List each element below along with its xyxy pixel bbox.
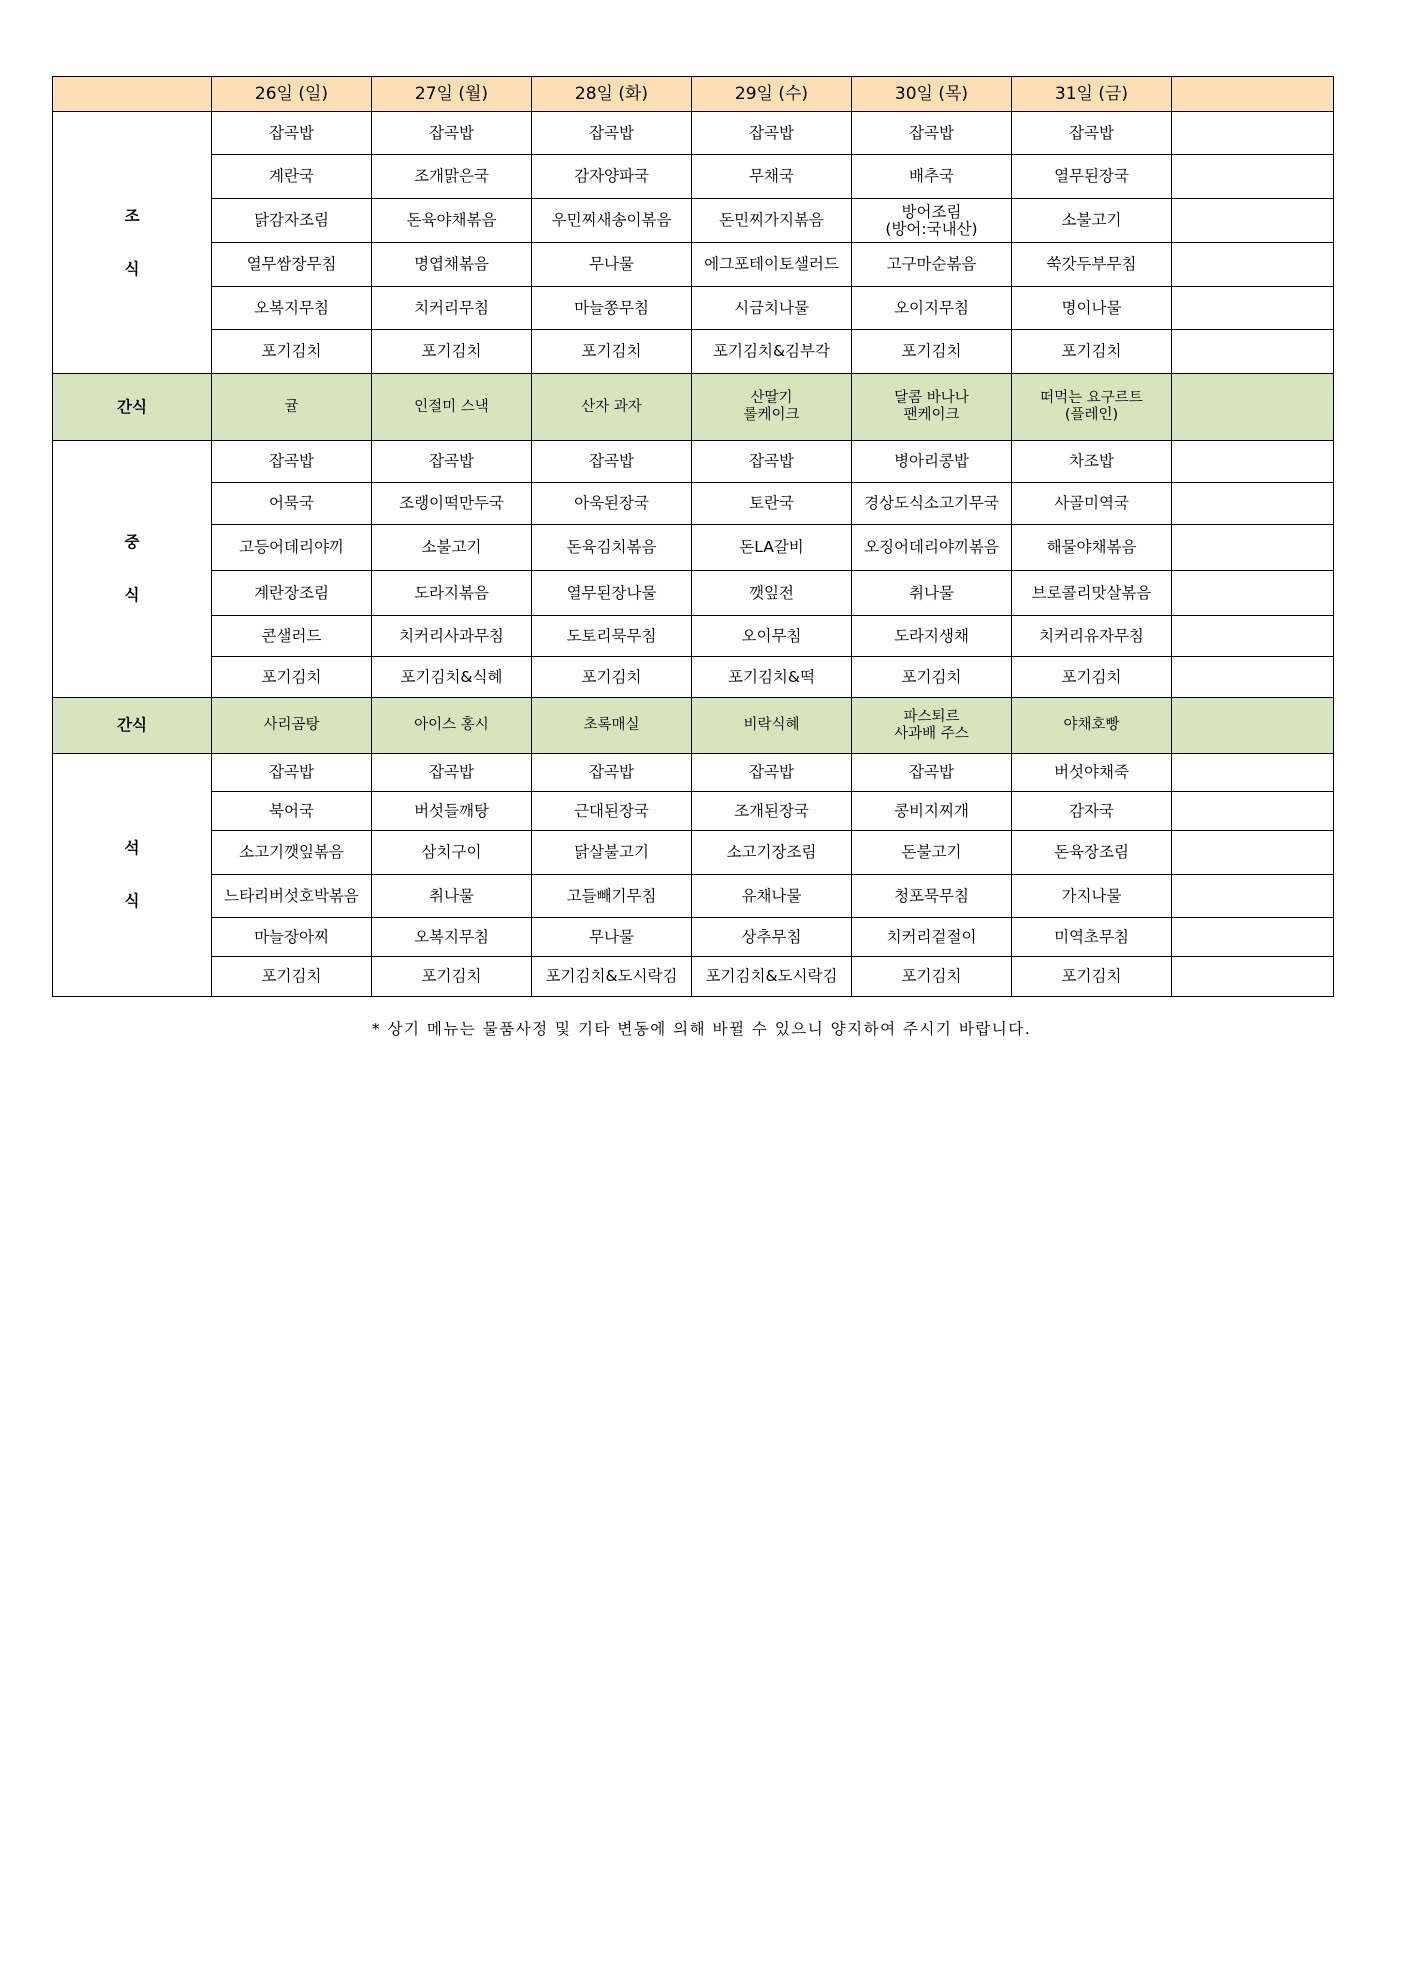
day-header: 28일 (화) <box>532 77 692 112</box>
table-row <box>53 657 1334 698</box>
snack-label: 간식 <box>53 698 212 754</box>
menu-cell: 열무된장국 <box>1012 155 1172 199</box>
menu-cell: 감자국 <box>1012 792 1172 831</box>
snack-cell: 산딸기 롤케이크 <box>692 374 852 441</box>
menu-cell: 치커리유자무침 <box>1012 616 1172 657</box>
menu-cell: 잡곡밥 <box>212 754 372 792</box>
menu-cell: 돈육야채볶음 <box>372 199 532 243</box>
lunch-section <box>53 441 1334 698</box>
menu-cell: 포기김치 <box>372 330 532 374</box>
menu-cell: 포기김치 <box>212 957 372 997</box>
menu-cell: 토란국 <box>692 483 852 525</box>
menu-cell: 소고기깻잎볶음 <box>212 831 372 875</box>
menu-cell: 차조밥 <box>1012 441 1172 483</box>
day-header: 26일 (일) <box>212 77 372 112</box>
snack-row <box>53 698 1334 754</box>
menu-cell: 버섯야채죽 <box>1012 754 1172 792</box>
menu-cell: 미역초무침 <box>1012 918 1172 957</box>
weekly-menu-table <box>52 76 1334 997</box>
menu-cell: 오이지무침 <box>852 287 1012 330</box>
menu-cell: 잡곡밥 <box>852 754 1012 792</box>
menu-cell: 조개맑은국 <box>372 155 532 199</box>
table-row <box>53 616 1334 657</box>
empty-cell <box>1172 875 1334 918</box>
menu-cell: 쑥갓두부무침 <box>1012 243 1172 287</box>
menu-cell: 마늘쫑무침 <box>532 287 692 330</box>
menu-cell: 느타리버섯호박볶음 <box>212 875 372 918</box>
day-header: 30일 (목) <box>852 77 1012 112</box>
menu-cell: 포기김치 <box>212 330 372 374</box>
breakfast-label-top: 조 <box>124 206 140 225</box>
breakfast-label <box>53 112 212 374</box>
menu-cell: 방어조림 (방어:국내산) <box>852 199 1012 243</box>
menu-cell: 청포묵무침 <box>852 875 1012 918</box>
snack-cell: 떠먹는 요구르트 (플레인) <box>1012 374 1172 441</box>
table-row <box>53 330 1334 374</box>
menu-cell: 잡곡밥 <box>532 441 692 483</box>
snack-cell: 산자 과자 <box>532 374 692 441</box>
menu-cell: 포기김치 <box>1012 330 1172 374</box>
table-row <box>53 792 1334 831</box>
menu-cell: 돈불고기 <box>852 831 1012 875</box>
empty-cell <box>1172 831 1334 875</box>
menu-cell: 고들빼기무침 <box>532 875 692 918</box>
table-row <box>53 571 1334 616</box>
menu-cell: 잡곡밥 <box>852 112 1012 155</box>
empty-cell <box>1172 571 1334 616</box>
menu-cell: 감자양파국 <box>532 155 692 199</box>
snack-cell: 파스퇴르 사과배 주스 <box>852 698 1012 754</box>
menu-cell: 브로콜리맛살볶음 <box>1012 571 1172 616</box>
empty-cell <box>1172 287 1334 330</box>
day-header: 31일 (금) <box>1012 77 1172 112</box>
snack-label: 간식 <box>53 374 212 441</box>
empty-cell <box>1172 616 1334 657</box>
menu-cell: 버섯들깨탕 <box>372 792 532 831</box>
menu-cell: 포기김치&도시락김 <box>532 957 692 997</box>
menu-cell: 계란장조림 <box>212 571 372 616</box>
table-row <box>53 957 1334 997</box>
menu-cell: 유채나물 <box>692 875 852 918</box>
snack-cell: 달콤 바나나 팬케이크 <box>852 374 1012 441</box>
menu-cell: 포기김치&김부각 <box>692 330 852 374</box>
menu-cell: 치커리사과무침 <box>372 616 532 657</box>
table-row <box>53 483 1334 525</box>
menu-cell: 사골미역국 <box>1012 483 1172 525</box>
table-row <box>53 754 1334 792</box>
menu-cell: 포기김치&식혜 <box>372 657 532 698</box>
menu-cell: 소고기장조림 <box>692 831 852 875</box>
table-row <box>53 287 1334 330</box>
menu-cell: 경상도식소고기무국 <box>852 483 1012 525</box>
menu-cell: 포기김치 <box>212 657 372 698</box>
menu-cell: 잡곡밥 <box>372 754 532 792</box>
snack-section-2 <box>53 698 1334 754</box>
menu-cell: 병아리콩밥 <box>852 441 1012 483</box>
menu-cell: 포기김치 <box>372 957 532 997</box>
menu-cell: 잡곡밥 <box>532 754 692 792</box>
empty-cell <box>1172 330 1334 374</box>
menu-cell: 취나물 <box>852 571 1012 616</box>
lunch-label <box>53 441 212 698</box>
menu-cell: 닭감자조림 <box>212 199 372 243</box>
empty-cell <box>1172 441 1334 483</box>
empty-cell <box>1172 957 1334 997</box>
menu-cell: 해물야채볶음 <box>1012 525 1172 571</box>
table-row <box>53 441 1334 483</box>
menu-cell: 가지나물 <box>1012 875 1172 918</box>
table-row <box>53 918 1334 957</box>
empty-cell <box>1172 199 1334 243</box>
snack-cell: 야채호빵 <box>1012 698 1172 754</box>
snack-cell: 비락식혜 <box>692 698 852 754</box>
empty-cell <box>1172 155 1334 199</box>
lunch-label-bottom: 식 <box>124 586 140 604</box>
menu-cell: 소불고기 <box>1012 199 1172 243</box>
menu-cell: 오이무침 <box>692 616 852 657</box>
header-corner-cell <box>53 77 212 112</box>
menu-cell: 포기김치 <box>852 957 1012 997</box>
dinner-label-bottom: 식 <box>124 892 140 910</box>
menu-cell: 잡곡밥 <box>212 441 372 483</box>
snack-row <box>53 374 1334 441</box>
menu-cell: 상추무침 <box>692 918 852 957</box>
snack-cell: 사리곰탕 <box>212 698 372 754</box>
menu-cell: 열무된장나물 <box>532 571 692 616</box>
menu-cell: 콘샐러드 <box>212 616 372 657</box>
menu-cell: 우민찌새송이볶음 <box>532 199 692 243</box>
menu-cell: 조랭이떡만두국 <box>372 483 532 525</box>
menu-cell: 오복지무침 <box>212 287 372 330</box>
snack-cell: 귤 <box>212 374 372 441</box>
menu-cell: 도라지생채 <box>852 616 1012 657</box>
day-header: 29일 (수) <box>692 77 852 112</box>
empty-cell <box>1172 657 1334 698</box>
menu-cell: 도토리묵무침 <box>532 616 692 657</box>
header-row <box>53 77 1334 112</box>
menu-cell: 치커리겉절이 <box>852 918 1012 957</box>
menu-cell: 포기김치 <box>532 657 692 698</box>
empty-cell <box>1172 483 1334 525</box>
footer-note: * 상기 메뉴는 물품사정 및 기타 변동에 의해 바뀔 수 있으니 양지하여 주시기 바랍니다. <box>371 1020 1032 1038</box>
table-row <box>53 112 1334 155</box>
snack-cell: 초록매실 <box>532 698 692 754</box>
menu-cell: 돈LA갈비 <box>692 525 852 571</box>
breakfast-label-bottom: 식 <box>124 259 140 278</box>
table-row <box>53 831 1334 875</box>
menu-cell: 포기김치 <box>1012 657 1172 698</box>
menu-cell: 에그포테이토샐러드 <box>692 243 852 287</box>
menu-cell: 치커리무침 <box>372 287 532 330</box>
menu-cell: 잡곡밥 <box>692 441 852 483</box>
menu-cell: 무채국 <box>692 155 852 199</box>
menu-cell: 오징어데리야끼볶음 <box>852 525 1012 571</box>
menu-cell: 잡곡밥 <box>1012 112 1172 155</box>
menu-cell: 무나물 <box>532 243 692 287</box>
menu-cell: 고구마순볶음 <box>852 243 1012 287</box>
menu-cell: 계란국 <box>212 155 372 199</box>
menu-cell: 잡곡밥 <box>532 112 692 155</box>
menu-cell: 깻잎전 <box>692 571 852 616</box>
empty-cell <box>1172 525 1334 571</box>
table-row <box>53 199 1334 243</box>
menu-cell: 오복지무침 <box>372 918 532 957</box>
menu-cell: 고등어데리야끼 <box>212 525 372 571</box>
menu-cell: 열무쌈장무침 <box>212 243 372 287</box>
header-empty-cell <box>1172 77 1334 112</box>
table-row <box>53 525 1334 571</box>
snack-cell: 인절미 스낵 <box>372 374 532 441</box>
snack-cell: 아이스 홍시 <box>372 698 532 754</box>
menu-cell: 포기김치&떡 <box>692 657 852 698</box>
table-row <box>53 875 1334 918</box>
breakfast-section <box>53 112 1334 374</box>
menu-cell: 잡곡밥 <box>692 754 852 792</box>
menu-cell: 잡곡밥 <box>692 112 852 155</box>
lunch-label-top: 중 <box>124 533 140 551</box>
empty-cell <box>1172 698 1334 754</box>
menu-cell: 명엽채볶음 <box>372 243 532 287</box>
menu-cell: 잡곡밥 <box>372 441 532 483</box>
empty-cell <box>1172 112 1334 155</box>
menu-cell: 포기김치 <box>1012 957 1172 997</box>
menu-cell: 소불고기 <box>372 525 532 571</box>
menu-cell: 북어국 <box>212 792 372 831</box>
menu-cell: 잡곡밥 <box>372 112 532 155</box>
menu-cell: 어묵국 <box>212 483 372 525</box>
menu-cell: 마늘장아찌 <box>212 918 372 957</box>
dinner-section <box>53 754 1334 997</box>
menu-cell: 삼치구이 <box>372 831 532 875</box>
empty-cell <box>1172 374 1334 441</box>
menu-cell: 근대된장국 <box>532 792 692 831</box>
menu-cell: 취나물 <box>372 875 532 918</box>
dinner-label-top: 석 <box>124 839 140 857</box>
table-row <box>53 243 1334 287</box>
menu-cell: 돈육김치볶음 <box>532 525 692 571</box>
day-header: 27일 (월) <box>372 77 532 112</box>
empty-cell <box>1172 918 1334 957</box>
empty-cell <box>1172 243 1334 287</box>
empty-cell <box>1172 754 1334 792</box>
empty-cell <box>1172 792 1334 831</box>
menu-cell: 시금치나물 <box>692 287 852 330</box>
menu-cell: 포기김치 <box>532 330 692 374</box>
menu-cell: 돈민찌가지볶음 <box>692 199 852 243</box>
menu-cell: 명이나물 <box>1012 287 1172 330</box>
menu-cell: 포기김치&도시락김 <box>692 957 852 997</box>
menu-cell: 닭살불고기 <box>532 831 692 875</box>
table-row <box>53 155 1334 199</box>
menu-cell: 무나물 <box>532 918 692 957</box>
menu-cell: 도라지볶음 <box>372 571 532 616</box>
menu-cell: 포기김치 <box>852 657 1012 698</box>
dinner-label <box>53 754 212 997</box>
menu-cell: 콩비지찌개 <box>852 792 1012 831</box>
menu-cell: 포기김치 <box>852 330 1012 374</box>
menu-cell: 돈육장조림 <box>1012 831 1172 875</box>
snack-section-1 <box>53 374 1334 441</box>
menu-cell: 조개된장국 <box>692 792 852 831</box>
menu-cell: 아욱된장국 <box>532 483 692 525</box>
menu-cell: 배추국 <box>852 155 1012 199</box>
menu-cell: 잡곡밥 <box>212 112 372 155</box>
